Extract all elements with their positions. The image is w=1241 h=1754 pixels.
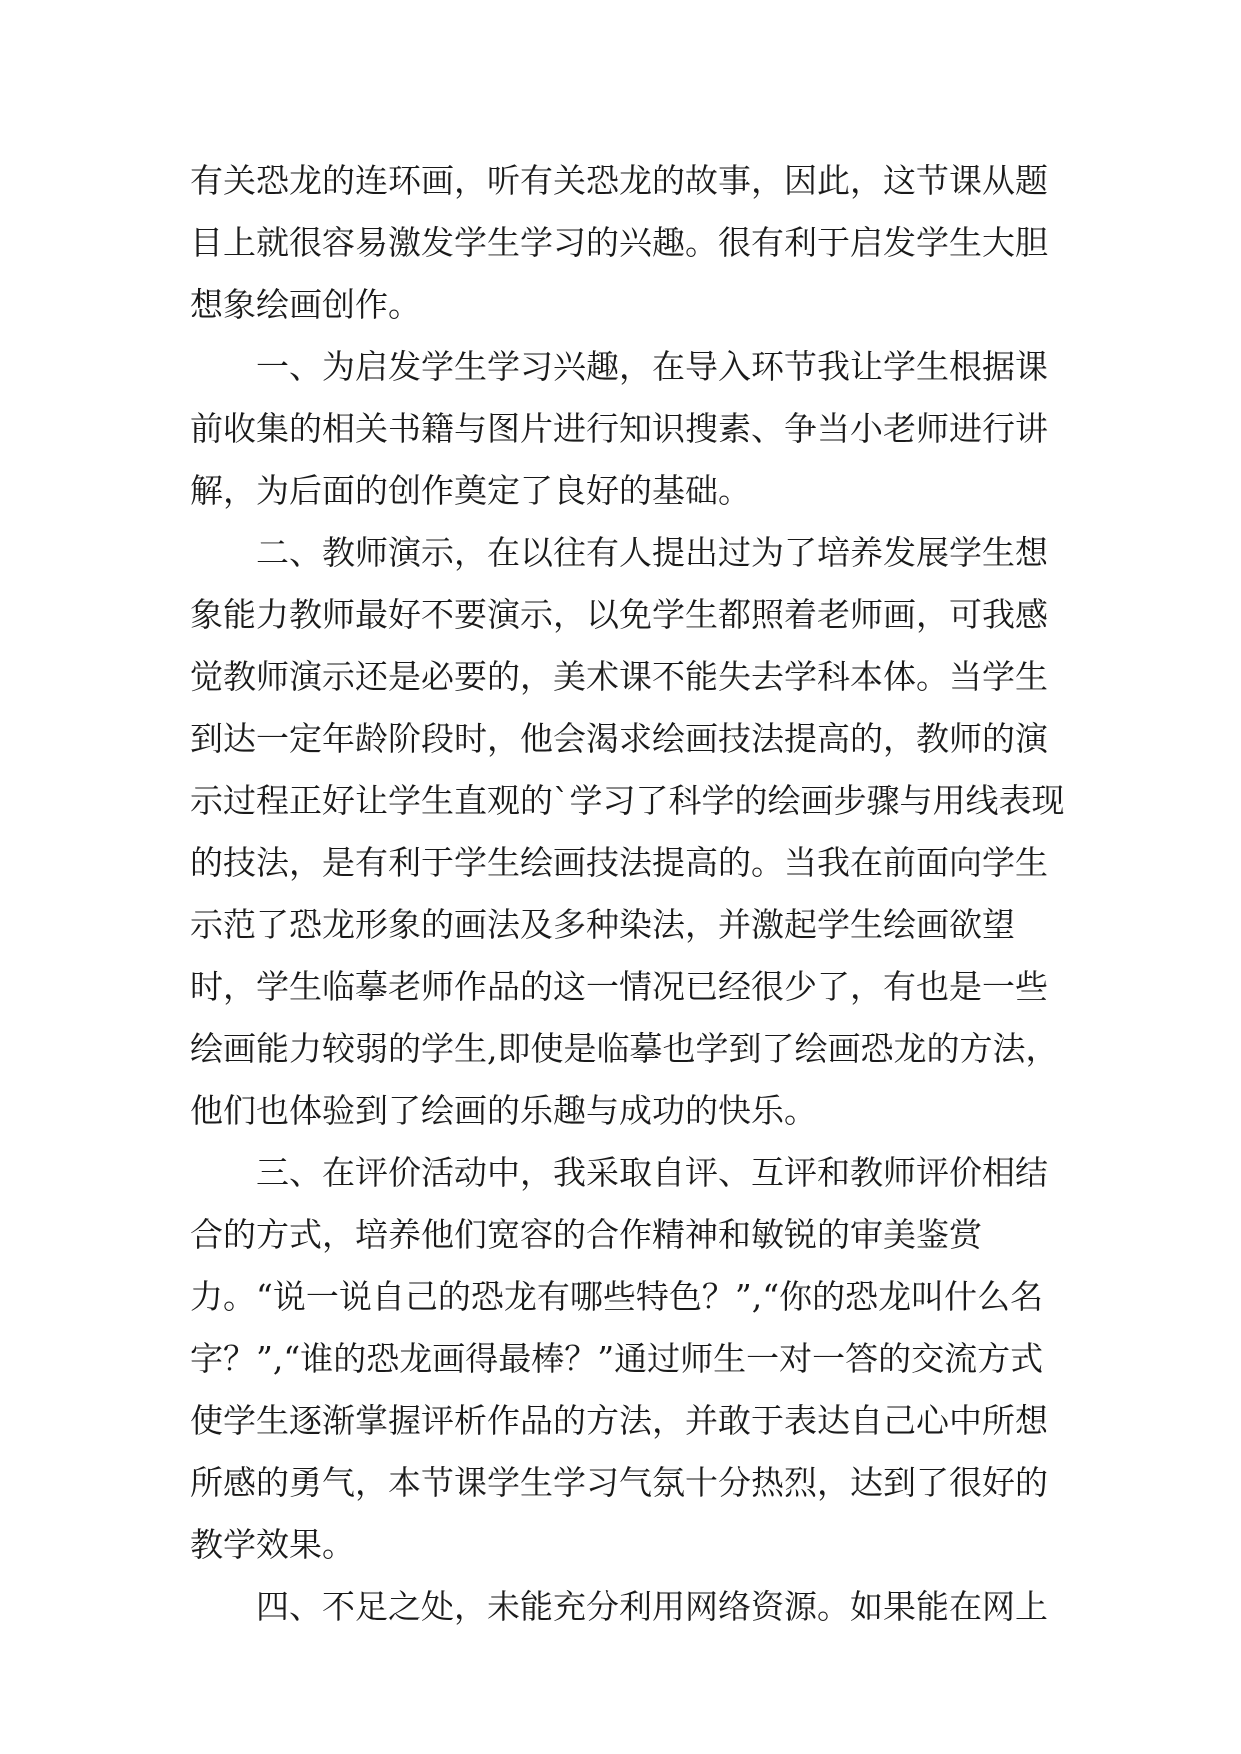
paragraph-point-one: 一、为启发学生学习兴趣，在导入环节我让学生根据课前收集的相关书籍与图片进行知识搜素、争当小老师进行讲解，为后面的创作奠定了良好的基础。 (190, 347, 1048, 510)
document-body (190, 150, 1070, 1638)
paragraph-point-four: 四、不足之处，未能充分利用网络资源。如果能在网上 (256, 1587, 1048, 1626)
paragraph-point-two: 二、教师演示，在以往有人提出过为了培养发展学生想象能力教师最好不要演示，以免学生都照着老师画，可我感觉教师演示还是必要的，美术课不能失去学科本体。当学生到达一定年龄阶段时，他会渴求绘画技法提高的，教师的演示过程正好让学生直观的`学习了科学的绘画步骤与用线表现的技法，是有利于学生绘画技法提高的。当我在前面向学生示范了恐龙形象的画法及多种染法，并激起学生绘画欲望时，学生临摹老师作品的这一情况已经很少了，有也是一些绘画能力较弱的学生,即使是临摹也学到了绘画恐龙的方法，他们也体验到了绘画的乐趣与成功的快乐。 (190, 533, 1065, 1130)
paragraph-point-three: 三、在评价活动中，我采取自评、互评和教师评价相结合的方式，培养他们宽容的合作精神和敏锐的审美鉴赏力。“说一说自己的恐龙有哪些特色？”,“你的恐龙叫什么名字？”,“谁的恐龙画得最棒？”通过师生一对一答的交流方式使学生逐渐掌握评析作品的方法，并敢于表达自己心中所想所感的勇气，本节课学生学习气氛十分热烈，达到了很好的教学效果。 (190, 1153, 1048, 1564)
paragraph-continuation: 有关恐龙的连环画，听有关恐龙的故事，因此，这节课从题目上就很容易激发学生学习的兴趣。很有利于启发学生大胆想象绘画创作。 (190, 161, 1048, 324)
